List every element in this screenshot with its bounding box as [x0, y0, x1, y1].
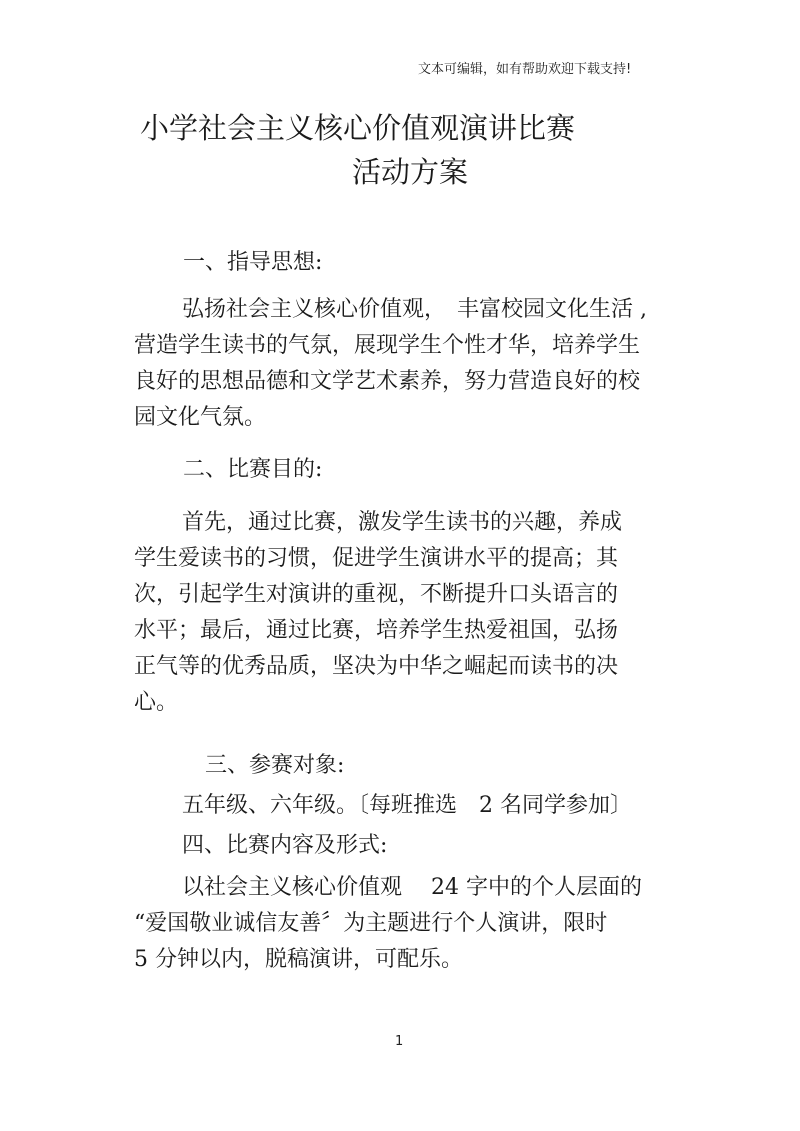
paragraph-line: 水平；最后，通过比赛，培养学生热爱祖国，弘扬	[134, 618, 619, 643]
paragraph-line: 5 分钟以内，脱稿演讲，可配乐。	[134, 947, 463, 972]
section-heading-content-format: 四、比赛内容及形式:	[182, 833, 388, 858]
paragraph-line: 以社会主义核心价值观 24 字中的个人层面的	[182, 875, 642, 900]
document-title-line1: 小学社会主义核心价值观演讲比赛	[140, 111, 576, 145]
paragraph-line: 良好的思想品德和文学艺术素养，努力营造良好的校	[134, 369, 641, 394]
section-heading-guiding-ideology: 一、指导思想:	[183, 250, 323, 275]
page-number: 1	[395, 1034, 404, 1049]
section-body-guiding-ideology	[134, 292, 674, 436]
paragraph-line: “爱国敬业诚信友善〞为主题进行个人演讲，限时	[134, 911, 608, 936]
paragraph-line: 园文化气氛。	[134, 405, 267, 430]
paragraph-line: 首先，通过比赛，激发学生读书的兴趣，养成	[182, 510, 623, 535]
paragraph-line: 心。	[134, 690, 179, 715]
section-body-purpose	[134, 505, 674, 721]
paragraph-line: 正气等的优秀品质，坚决为中华之崛起而读书的决	[134, 654, 619, 679]
section-body-content-format	[134, 870, 674, 978]
section-body-participants: 五年级、六年级。〔每班推选 2 名同学参加〕	[182, 793, 632, 818]
header-note: 文本可编辑，如有帮助欢迎下载支持!	[418, 62, 632, 77]
paragraph-line: 弘扬社会主义核心价值观， 丰富校园文化生活 ,	[182, 297, 647, 322]
document-title-line2: 活动方案	[352, 155, 469, 189]
section-heading-purpose: 二、比赛目的:	[183, 457, 323, 482]
paragraph-line: 营造学生读书的气氛，展现学生个性才华，培养学生	[134, 333, 641, 358]
paragraph-line: 次，引起学生对演讲的重视，不断提升口头语言的	[134, 582, 619, 607]
paragraph-line: 学生爱读书的习惯，促进学生演讲水平的提高；其	[134, 546, 619, 571]
section-heading-participants: 三、参赛对象:	[205, 753, 345, 778]
